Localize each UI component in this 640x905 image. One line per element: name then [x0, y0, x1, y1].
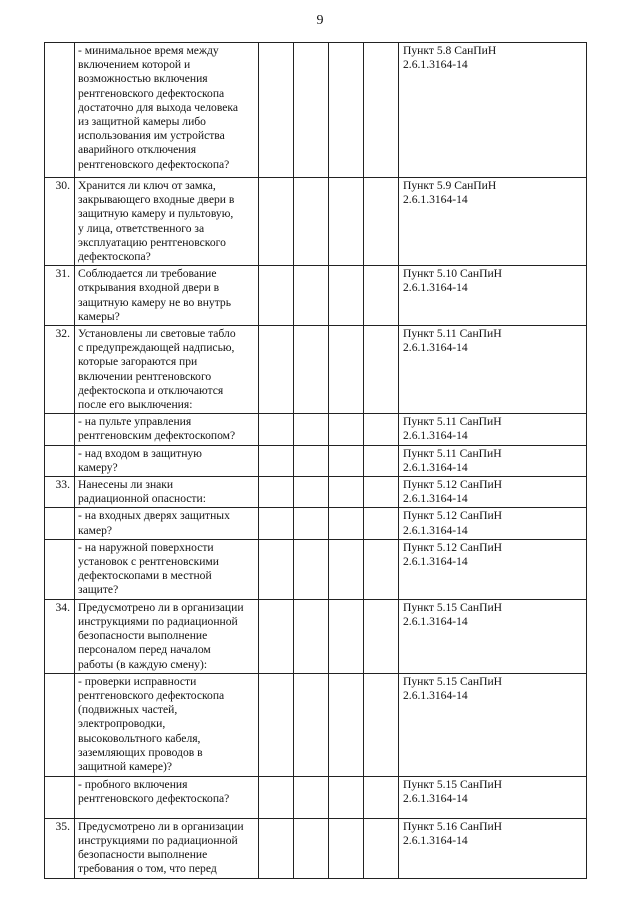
answer-cell[interactable]	[259, 326, 294, 414]
answer-cell[interactable]	[259, 673, 294, 776]
answer-cell[interactable]	[259, 818, 294, 878]
answer-cell[interactable]	[259, 445, 294, 476]
table-row	[45, 326, 587, 414]
regulation-reference: Пункт 5.12 СанПиН 2.6.1.3164-14	[399, 508, 587, 539]
answer-cell[interactable]	[294, 599, 329, 673]
answer-cell[interactable]	[259, 539, 294, 599]
page-number: 9	[316, 13, 324, 28]
answer-cell[interactable]	[329, 477, 364, 508]
answer-cell[interactable]	[294, 673, 329, 776]
question-text: Хранится ли ключ от замка, закрывающего входные двери в защитную камеру и пультовую, у лица, ответственного за эксплуатацию рентгеновского дефектоскопа?	[75, 178, 259, 266]
item-number: 34.	[45, 599, 75, 673]
answer-cell[interactable]	[329, 776, 364, 818]
answer-cell[interactable]	[259, 477, 294, 508]
answer-cell[interactable]	[294, 539, 329, 599]
answer-cell[interactable]	[294, 414, 329, 445]
table-row	[45, 539, 587, 599]
answer-cell[interactable]	[294, 178, 329, 266]
table-row	[45, 508, 587, 539]
answer-cell[interactable]	[294, 776, 329, 818]
table-row	[45, 673, 587, 776]
table-row	[45, 477, 587, 508]
answer-cell[interactable]	[329, 818, 364, 878]
answer-cell[interactable]	[364, 477, 399, 508]
answer-cell[interactable]	[364, 445, 399, 476]
item-number: 35.	[45, 818, 75, 878]
answer-cell[interactable]	[294, 266, 329, 326]
answer-cell[interactable]	[329, 508, 364, 539]
question-text: Предусмотрено ли в организации инструкциями по радиационной безопасности выполнение персоналом перед началом работы (в каждую смену):	[75, 599, 259, 673]
regulation-reference: Пункт 5.15 СанПиН 2.6.1.3164-14	[399, 599, 587, 673]
answer-cell[interactable]	[329, 266, 364, 326]
answer-cell[interactable]	[364, 414, 399, 445]
answer-cell[interactable]	[364, 508, 399, 539]
regulation-reference: Пункт 5.11 СанПиН 2.6.1.3164-14	[399, 326, 587, 414]
regulation-reference: Пункт 5.10 СанПиН 2.6.1.3164-14	[399, 266, 587, 326]
answer-cell[interactable]	[364, 599, 399, 673]
answer-cell[interactable]	[259, 43, 294, 178]
regulation-reference: Пункт 5.8 СанПиН 2.6.1.3164-14	[399, 43, 587, 178]
item-number: 33.	[45, 477, 75, 508]
question-text: - на пульте управления рентгеновским дефектоскопом?	[75, 414, 259, 445]
table-row	[45, 266, 587, 326]
answer-cell[interactable]	[329, 414, 364, 445]
answer-cell[interactable]	[329, 599, 364, 673]
table-row	[45, 776, 587, 818]
answer-cell[interactable]	[259, 266, 294, 326]
item-number: 32.	[45, 326, 75, 414]
table-row	[45, 178, 587, 266]
regulation-reference: Пункт 5.12 СанПиН 2.6.1.3164-14	[399, 477, 587, 508]
question-text: - проверки исправности рентгеновского дефектоскопа (подвижных частей, электропроводки, высоковольтного кабеля, заземляющих проводов в защитной камере)?	[75, 673, 259, 776]
answer-cell[interactable]	[259, 508, 294, 539]
regulation-reference: Пункт 5.16 СанПиН 2.6.1.3164-14	[399, 818, 587, 878]
question-text: - над входом в защитную камеру?	[75, 445, 259, 476]
answer-cell[interactable]	[364, 776, 399, 818]
item-number: 30.	[45, 178, 75, 266]
table-row	[45, 818, 587, 878]
answer-cell[interactable]	[364, 673, 399, 776]
item-number	[45, 776, 75, 818]
answer-cell[interactable]	[364, 818, 399, 878]
table-row	[45, 445, 587, 476]
item-number	[45, 508, 75, 539]
table-row	[45, 43, 587, 178]
answer-cell[interactable]	[329, 43, 364, 178]
item-number	[45, 539, 75, 599]
answer-cell[interactable]	[259, 776, 294, 818]
question-text: - на входных дверях защитных камер?	[75, 508, 259, 539]
answer-cell[interactable]	[329, 178, 364, 266]
question-text: Соблюдается ли требование открывания входной двери в защитную камеру не во внутрь камеры?	[75, 266, 259, 326]
item-number: 31.	[45, 266, 75, 326]
answer-cell[interactable]	[294, 508, 329, 539]
answer-cell[interactable]	[364, 43, 399, 178]
answer-cell[interactable]	[259, 599, 294, 673]
answer-cell[interactable]	[364, 266, 399, 326]
answer-cell[interactable]	[294, 445, 329, 476]
question-text: Предусмотрено ли в организации инструкциями по радиационной безопасности выполнение требования о том, что перед	[75, 818, 259, 878]
answer-cell[interactable]	[294, 818, 329, 878]
regulation-reference: Пункт 5.15 СанПиН 2.6.1.3164-14	[399, 776, 587, 818]
answer-cell[interactable]	[329, 445, 364, 476]
answer-cell[interactable]	[329, 326, 364, 414]
regulation-reference: Пункт 5.12 СанПиН 2.6.1.3164-14	[399, 539, 587, 599]
question-text: - минимальное время между включением которой и возможностью включения рентгеновского дефектоскопа достаточно для выхода человека из защитной камеры либо использования им устройства аварийного отключения рентгеновского дефектоскопа?	[75, 43, 259, 178]
answer-cell[interactable]	[294, 43, 329, 178]
question-text: - пробного включения рентгеновского дефектоскопа?	[75, 776, 259, 818]
answer-cell[interactable]	[364, 178, 399, 266]
regulation-reference: Пункт 5.11 СанПиН 2.6.1.3164-14	[399, 445, 587, 476]
answer-cell[interactable]	[259, 178, 294, 266]
question-text: Нанесены ли знаки радиационной опасности:	[75, 477, 259, 508]
item-number	[45, 414, 75, 445]
table-row	[45, 599, 587, 673]
answer-cell[interactable]	[259, 414, 294, 445]
question-text: Установлены ли световые табло с предупреждающей надписью, которые загораются при включении рентгеновского дефектоскопа и отключаются после его выключения:	[75, 326, 259, 414]
item-number	[45, 43, 75, 178]
regulation-reference: Пункт 5.9 СанПиН 2.6.1.3164-14	[399, 178, 587, 266]
answer-cell[interactable]	[294, 326, 329, 414]
answer-cell[interactable]	[364, 326, 399, 414]
question-text: - на наружной поверхности установок с рентгеновскими дефектоскопами в местной защите?	[75, 539, 259, 599]
table-row	[45, 414, 587, 445]
answer-cell[interactable]	[329, 539, 364, 599]
answer-cell[interactable]	[294, 477, 329, 508]
answer-cell[interactable]	[329, 673, 364, 776]
answer-cell[interactable]	[364, 539, 399, 599]
regulation-reference: Пункт 5.15 СанПиН 2.6.1.3164-14	[399, 673, 587, 776]
item-number	[45, 673, 75, 776]
checklist-table	[44, 42, 587, 879]
regulation-reference: Пункт 5.11 СанПиН 2.6.1.3164-14	[399, 414, 587, 445]
item-number	[45, 445, 75, 476]
